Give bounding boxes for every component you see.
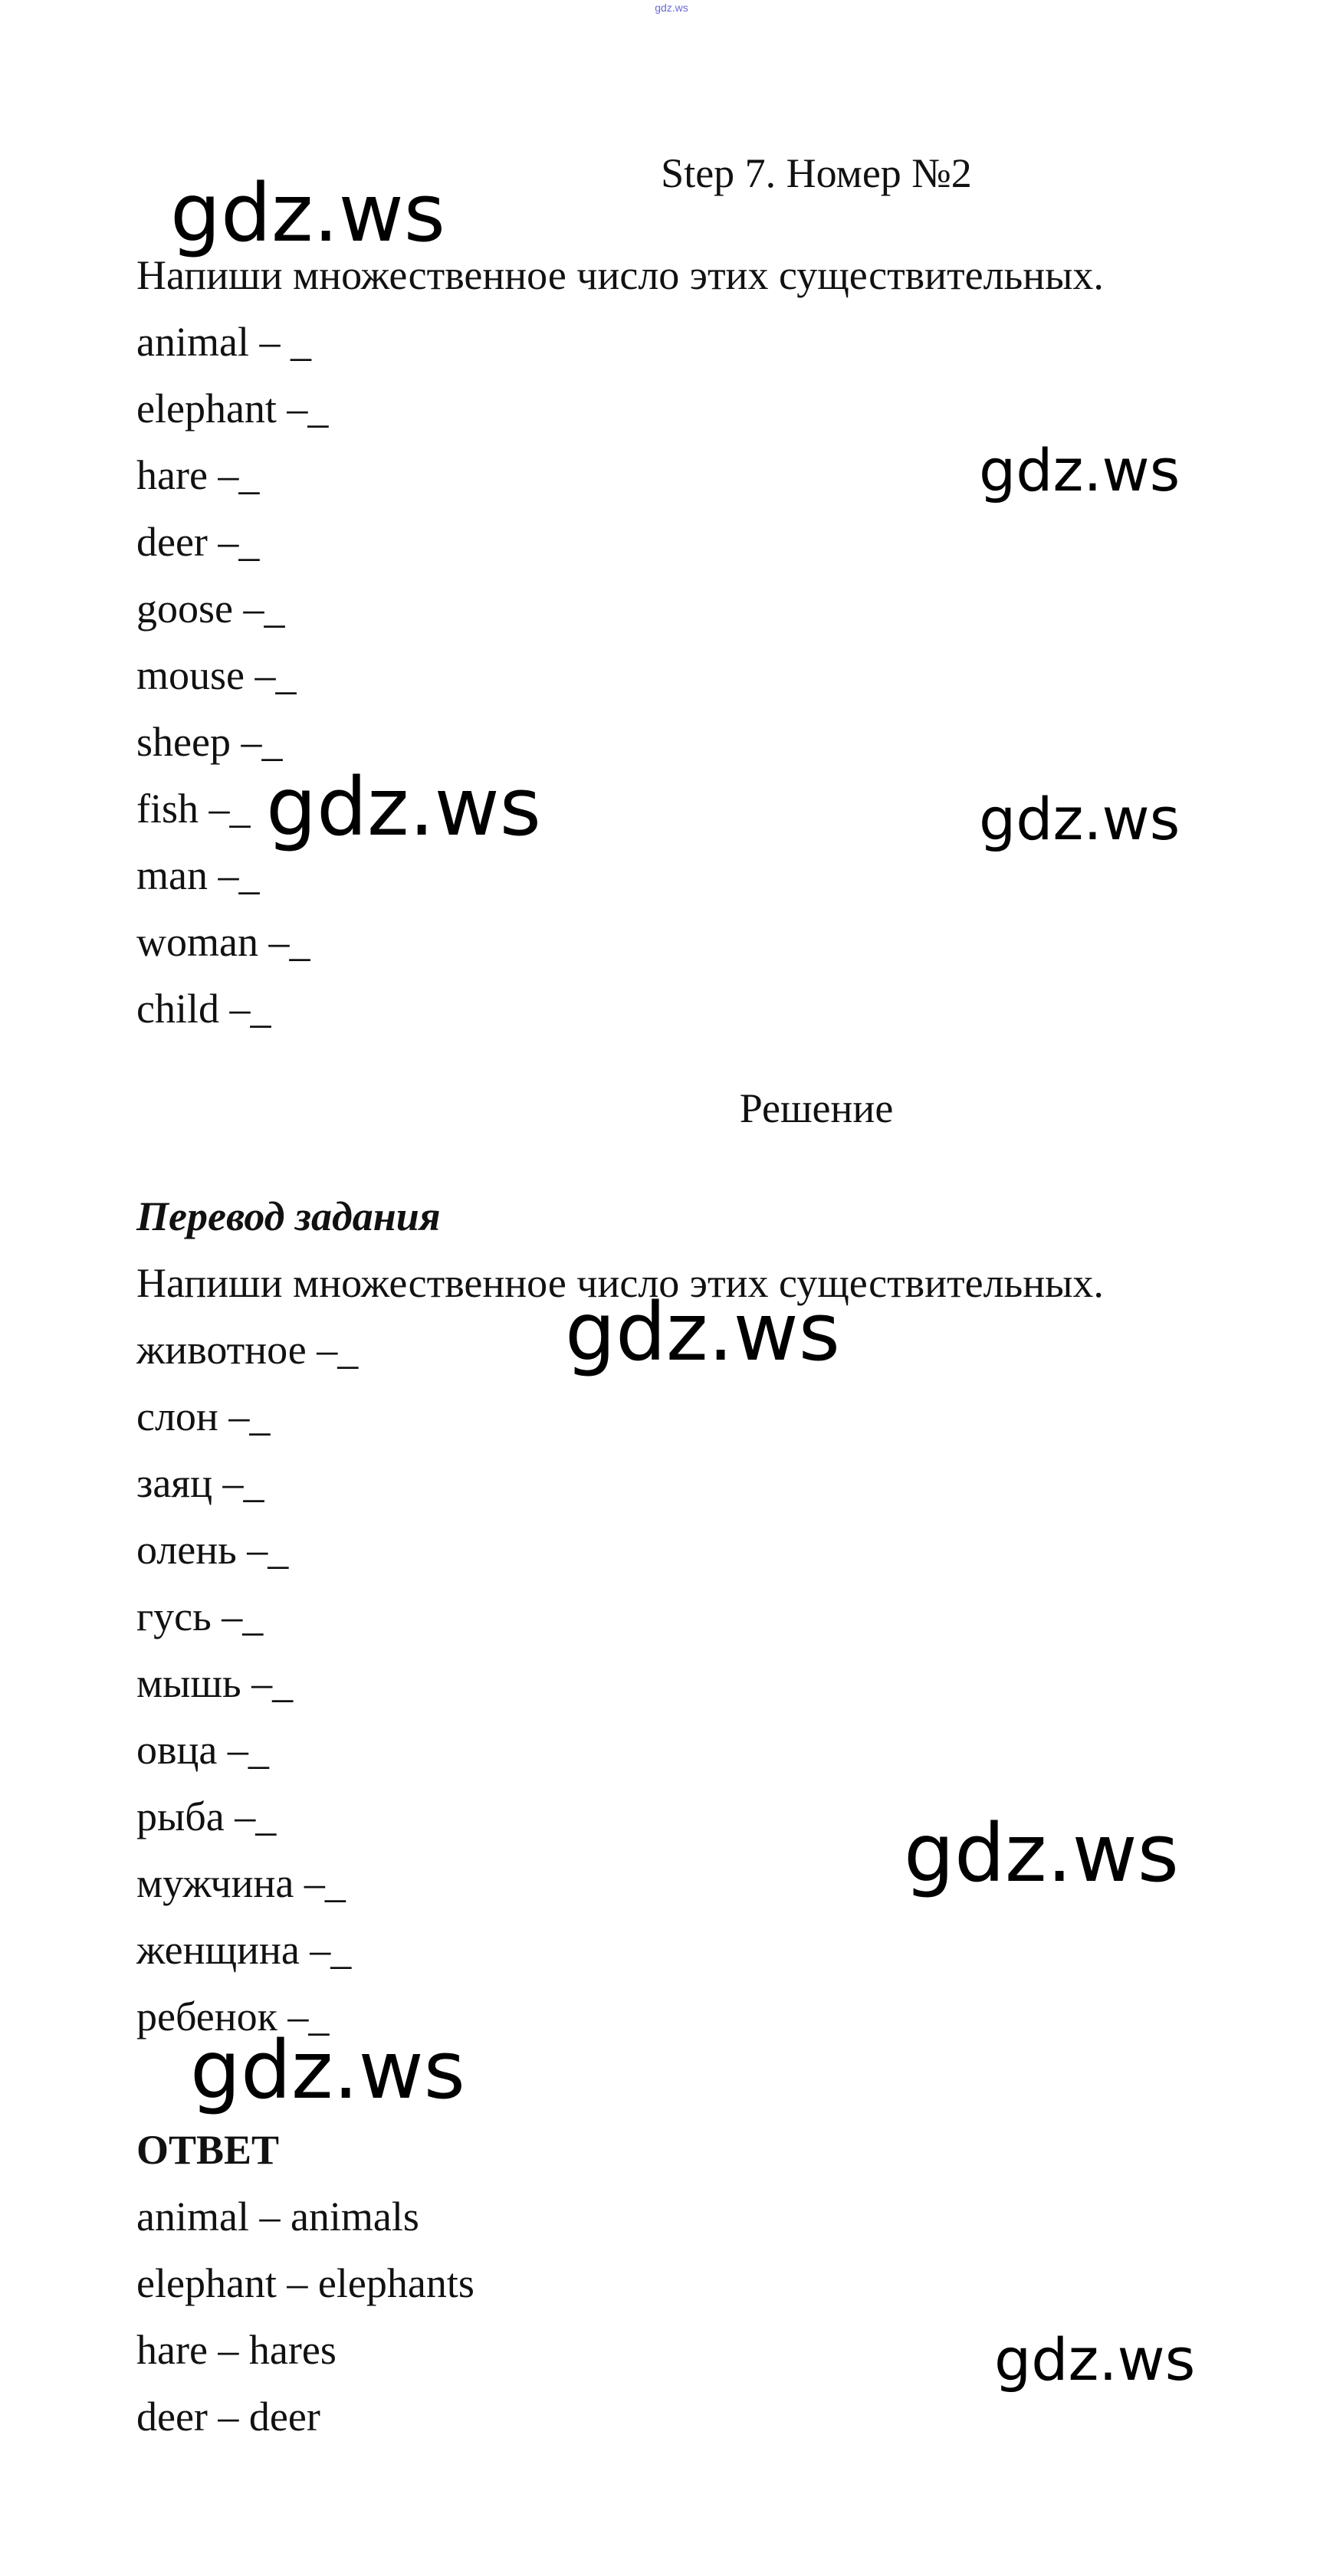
answer-item: elephant – elephants <box>136 2260 474 2306</box>
task-item-deer: deer –_ <box>136 519 260 565</box>
translation-item: овца –_ <box>136 1727 269 1773</box>
translation-item: слон –_ <box>136 1393 271 1439</box>
translation-item: гусь –_ <box>136 1593 264 1639</box>
page-title: Step 7. Номер №2 <box>661 150 972 196</box>
solution-title: Решение <box>739 1085 894 1131</box>
translation-item: рыба –_ <box>136 1793 277 1839</box>
top-watermark-text: gdz.ws <box>655 2 688 14</box>
answer-item: deer – deer <box>136 2394 320 2440</box>
task-block <box>136 242 1104 1042</box>
task-item-sheep: sheep –_ <box>136 719 283 765</box>
watermark: gdz.ws <box>266 760 541 854</box>
watermark: gdz.ws <box>565 1285 840 1379</box>
watermark: gdz.ws <box>979 436 1180 504</box>
watermark: gdz.ws <box>994 2325 1196 2394</box>
translation-item: мужчина –_ <box>136 1860 346 1906</box>
translation-item: ребенок –_ <box>136 1994 330 2039</box>
task-item-fish: fish –_ <box>136 786 251 832</box>
watermark: gdz.ws <box>979 785 1180 853</box>
translation-item: женщина –_ <box>136 1927 352 1973</box>
task-item-child: child –_ <box>136 986 271 1032</box>
translation-instruction: Напиши множественное число этих существительных. <box>136 1260 1104 1306</box>
translation-item: мышь –_ <box>136 1660 294 1706</box>
translation-item: олень –_ <box>136 1527 289 1573</box>
answer-item: animal – animals <box>136 2194 419 2240</box>
translation-heading: Перевод задания <box>136 1193 441 1239</box>
task-instruction: Напиши множественное число этих существительных. <box>136 252 1104 298</box>
task-item-man: man –_ <box>136 852 260 898</box>
task-item-goose: goose –_ <box>136 586 285 632</box>
translation-item: животное –_ <box>136 1327 359 1373</box>
task-item-elephant: elephant –_ <box>136 386 329 432</box>
watermark: gdz.ws <box>170 166 445 260</box>
task-item-mouse: mouse –_ <box>136 652 297 698</box>
task-item-hare: hare –_ <box>136 452 260 498</box>
task-item-woman: woman –_ <box>136 919 310 965</box>
translation-item: заяц –_ <box>136 1460 264 1506</box>
answer-item: hare – hares <box>136 2327 337 2373</box>
answer-block <box>136 2117 474 2450</box>
watermark: gdz.ws <box>904 1806 1179 1900</box>
watermark: gdz.ws <box>190 2023 465 2117</box>
answer-heading: ОТВЕТ <box>136 2127 280 2173</box>
task-item-animal: animal – _ <box>136 319 311 365</box>
